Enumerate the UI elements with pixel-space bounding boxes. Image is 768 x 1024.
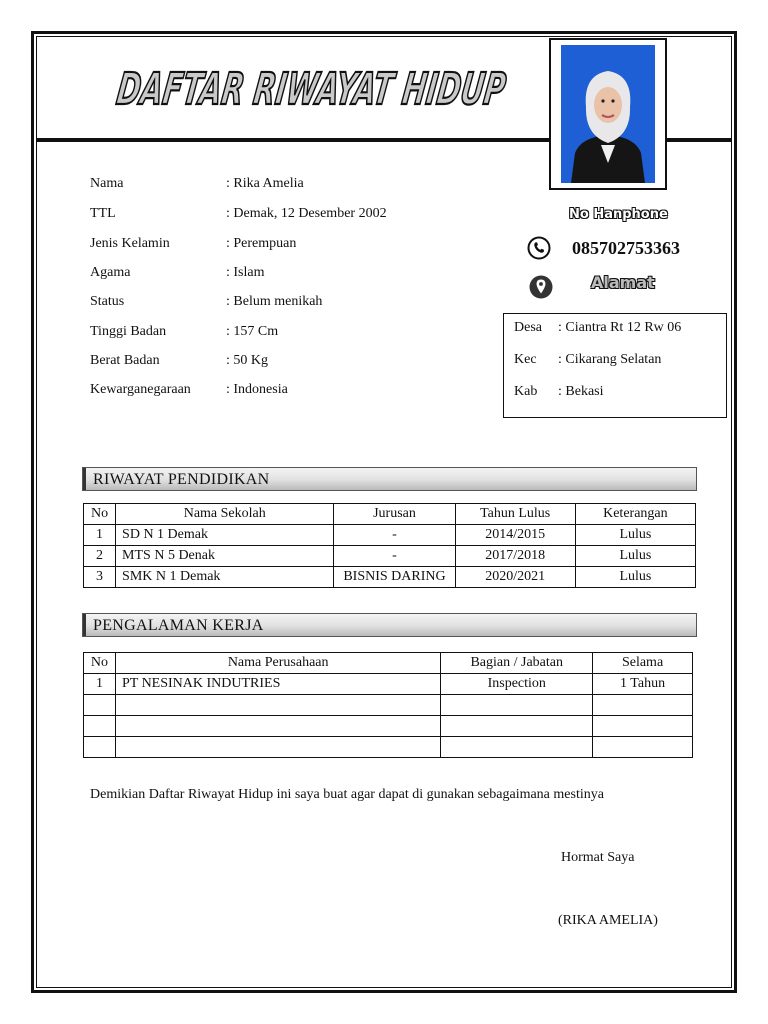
info-row-agama [90, 265, 390, 285]
table-cell: 2017/2018 [455, 546, 575, 567]
column-header: Jurusan [334, 504, 455, 525]
table-cell: SD N 1 Demak [116, 525, 334, 546]
phone-number: 085702753363 [572, 238, 680, 258]
column-header: Bagian / Jabatan [441, 653, 593, 674]
table-cell [593, 695, 693, 716]
column-header: No [84, 653, 116, 674]
column-header: Nama Sekolah [116, 504, 334, 525]
table-cell: Lulus [575, 525, 695, 546]
header-divider [36, 138, 550, 142]
education-heading: RIWAYAT PENDIDIKAN [82, 467, 697, 491]
table-cell [441, 716, 593, 737]
table-row [84, 546, 696, 567]
address-label: Kab [514, 384, 538, 399]
info-row-nama [90, 176, 390, 196]
table-cell [115, 716, 440, 737]
table-cell [115, 695, 440, 716]
info-row-status [90, 294, 390, 314]
table-cell [115, 737, 440, 758]
info-value: : Perempuan [226, 236, 297, 251]
table-cell: 2 [84, 546, 116, 567]
column-header: Keterangan [575, 504, 695, 525]
phone-icon [527, 236, 551, 260]
info-row-jenis-kelamin [90, 236, 390, 256]
column-header: No [84, 504, 116, 525]
column-header: Selama [593, 653, 693, 674]
table-header-row [84, 653, 693, 674]
signature-name: (RIKA AMELIA) [558, 913, 658, 928]
address-box [503, 313, 727, 418]
work-heading: PENGALAMAN KERJA [82, 613, 697, 637]
info-row-ttl [90, 206, 390, 226]
info-value: : 50 Kg [226, 353, 268, 368]
table-header-row [84, 504, 696, 525]
info-value: : Rika Amelia [226, 176, 304, 191]
info-value: : Indonesia [226, 382, 288, 397]
address-heading: Alamat [591, 273, 655, 292]
table-cell [441, 695, 593, 716]
info-value: : Demak, 12 Desember 2002 [226, 206, 387, 221]
regards-text: Hormat Saya [561, 850, 635, 865]
info-value: : 157 Cm [226, 324, 279, 339]
table-cell: 1 Tahun [593, 674, 693, 695]
info-row-kewarganegaraan [90, 382, 390, 402]
phone-heading: No Hanphone [569, 207, 668, 222]
table-cell: Lulus [575, 546, 695, 567]
table-cell [441, 737, 593, 758]
table-row [84, 737, 693, 758]
table-cell: 1 [84, 525, 116, 546]
table-cell [593, 716, 693, 737]
table-row [84, 525, 696, 546]
table-cell: 1 [84, 674, 116, 695]
table-cell [84, 695, 116, 716]
document-title [112, 56, 718, 116]
info-label: Tinggi Badan [90, 324, 167, 339]
info-value: : Belum menikah [226, 294, 323, 309]
info-label: Agama [90, 265, 131, 280]
info-label: Berat Badan [90, 353, 160, 368]
table-cell: 3 [84, 567, 116, 588]
table-cell: PT NESINAK INDUTRIES [115, 674, 440, 695]
table-cell: MTS N 5 Denak [116, 546, 334, 567]
table-cell [84, 737, 116, 758]
info-row-tinggi-badan [90, 324, 390, 344]
table-cell: - [334, 546, 455, 567]
table-cell: 2020/2021 [455, 567, 575, 588]
education-table [83, 503, 696, 588]
address-label: Desa [514, 320, 542, 335]
address-label: Kec [514, 352, 537, 367]
work-table [83, 652, 693, 758]
address-value: : Cikarang Selatan [558, 352, 662, 367]
info-value: : Islam [226, 265, 265, 280]
info-label: TTL [90, 206, 116, 221]
table-cell: Lulus [575, 567, 695, 588]
table-row [84, 695, 693, 716]
table-row [84, 567, 696, 588]
profile-photo [561, 45, 655, 183]
table-cell: Inspection [441, 674, 593, 695]
info-label: Status [90, 294, 125, 309]
header-divider-right [667, 138, 732, 142]
address-value: : Bekasi [558, 384, 604, 399]
table-cell [84, 716, 116, 737]
address-value: : Ciantra Rt 12 Rw 06 [558, 320, 682, 335]
profile-photo-frame [549, 38, 667, 190]
table-row [84, 716, 693, 737]
table-cell: - [334, 525, 455, 546]
map-pin-icon [529, 274, 553, 300]
table-cell: SMK N 1 Demak [116, 567, 334, 588]
column-header: Tahun Lulus [455, 504, 575, 525]
title-text: DAFTAR RIWAYAT HIDUP [113, 64, 718, 115]
info-row-berat-badan [90, 353, 390, 373]
info-label: Jenis Kelamin [90, 236, 170, 251]
info-label: Kewarganegaraan [90, 382, 191, 397]
table-cell: 2014/2015 [455, 525, 575, 546]
table-row [84, 674, 693, 695]
table-cell [593, 737, 693, 758]
info-label: Nama [90, 176, 124, 191]
closing-statement: Demikian Daftar Riwayat Hidup ini saya buat agar dapat di gunakan sebagaimana mestinya [90, 787, 604, 802]
table-cell: BISNIS DARING [334, 567, 455, 588]
column-header: Nama Perusahaan [115, 653, 440, 674]
